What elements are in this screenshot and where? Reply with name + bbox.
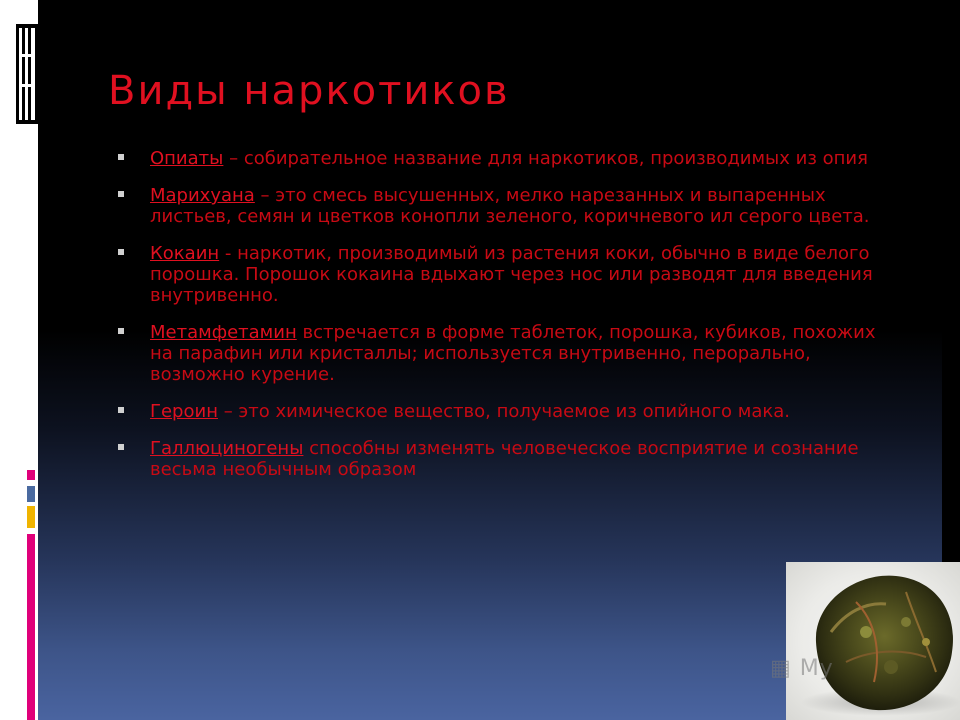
term-link[interactable]: Кокаин: [150, 243, 220, 264]
term-link[interactable]: Героин: [150, 401, 218, 422]
term-link[interactable]: Метамфетамин: [150, 322, 297, 343]
square-bullet-icon: [118, 407, 124, 413]
list-item: [118, 401, 888, 422]
slide-title: Виды наркотиков: [108, 68, 510, 114]
square-bullet-icon: [118, 444, 124, 450]
square-bullet-icon: [118, 249, 124, 255]
cannabis-photo: [786, 562, 960, 720]
list-item: [118, 148, 888, 169]
square-bullet-icon: [118, 328, 124, 334]
cannabis-bud-icon: [786, 562, 960, 720]
accent-bar-pink-long: [27, 534, 35, 720]
accent-bar-gold: [27, 506, 35, 528]
presentation-icon: ▦: [770, 656, 792, 681]
item-text: способны изменять человеческое восприятие и сознание весьма необычным образом: [150, 438, 859, 480]
term-link[interactable]: Опиаты: [150, 148, 224, 169]
item-text: – собирательное название для наркотиков, производимых из опия: [223, 148, 868, 169]
term-link[interactable]: Марихуана: [150, 185, 255, 206]
logo-icon: [16, 24, 38, 124]
list-item: [118, 185, 888, 227]
accent-bar-blue: [27, 486, 35, 502]
item-text: – это смесь высушенных, мелко нарезанных и выпаренных листьев, семян и цветков конопли зеленого, коричневого ил серого цвета.: [150, 185, 870, 227]
bullet-list: [118, 148, 888, 496]
item-text: - наркотик, производимый из растения коки, обычно в виде белого порошка. Порошок кокаина вдыхают через нос или разводят для введения внутривенно.: [150, 243, 873, 306]
list-item: [118, 243, 888, 306]
term-link[interactable]: Галлюциногены: [150, 438, 304, 459]
list-item: [118, 438, 888, 480]
list-item: [118, 322, 888, 385]
accent-bar-pink-small: [27, 470, 35, 480]
square-bullet-icon: [118, 154, 124, 160]
item-text: встречается в форме таблеток, порошка, кубиков, похожих на парафин или кристаллы; используется внутривенно, перорально, возможно курение.: [150, 322, 876, 385]
item-text: – это химическое вещество, получаемое из опийного мака.: [217, 401, 791, 422]
watermark: ▦ My: [770, 656, 834, 681]
square-bullet-icon: [118, 191, 124, 197]
